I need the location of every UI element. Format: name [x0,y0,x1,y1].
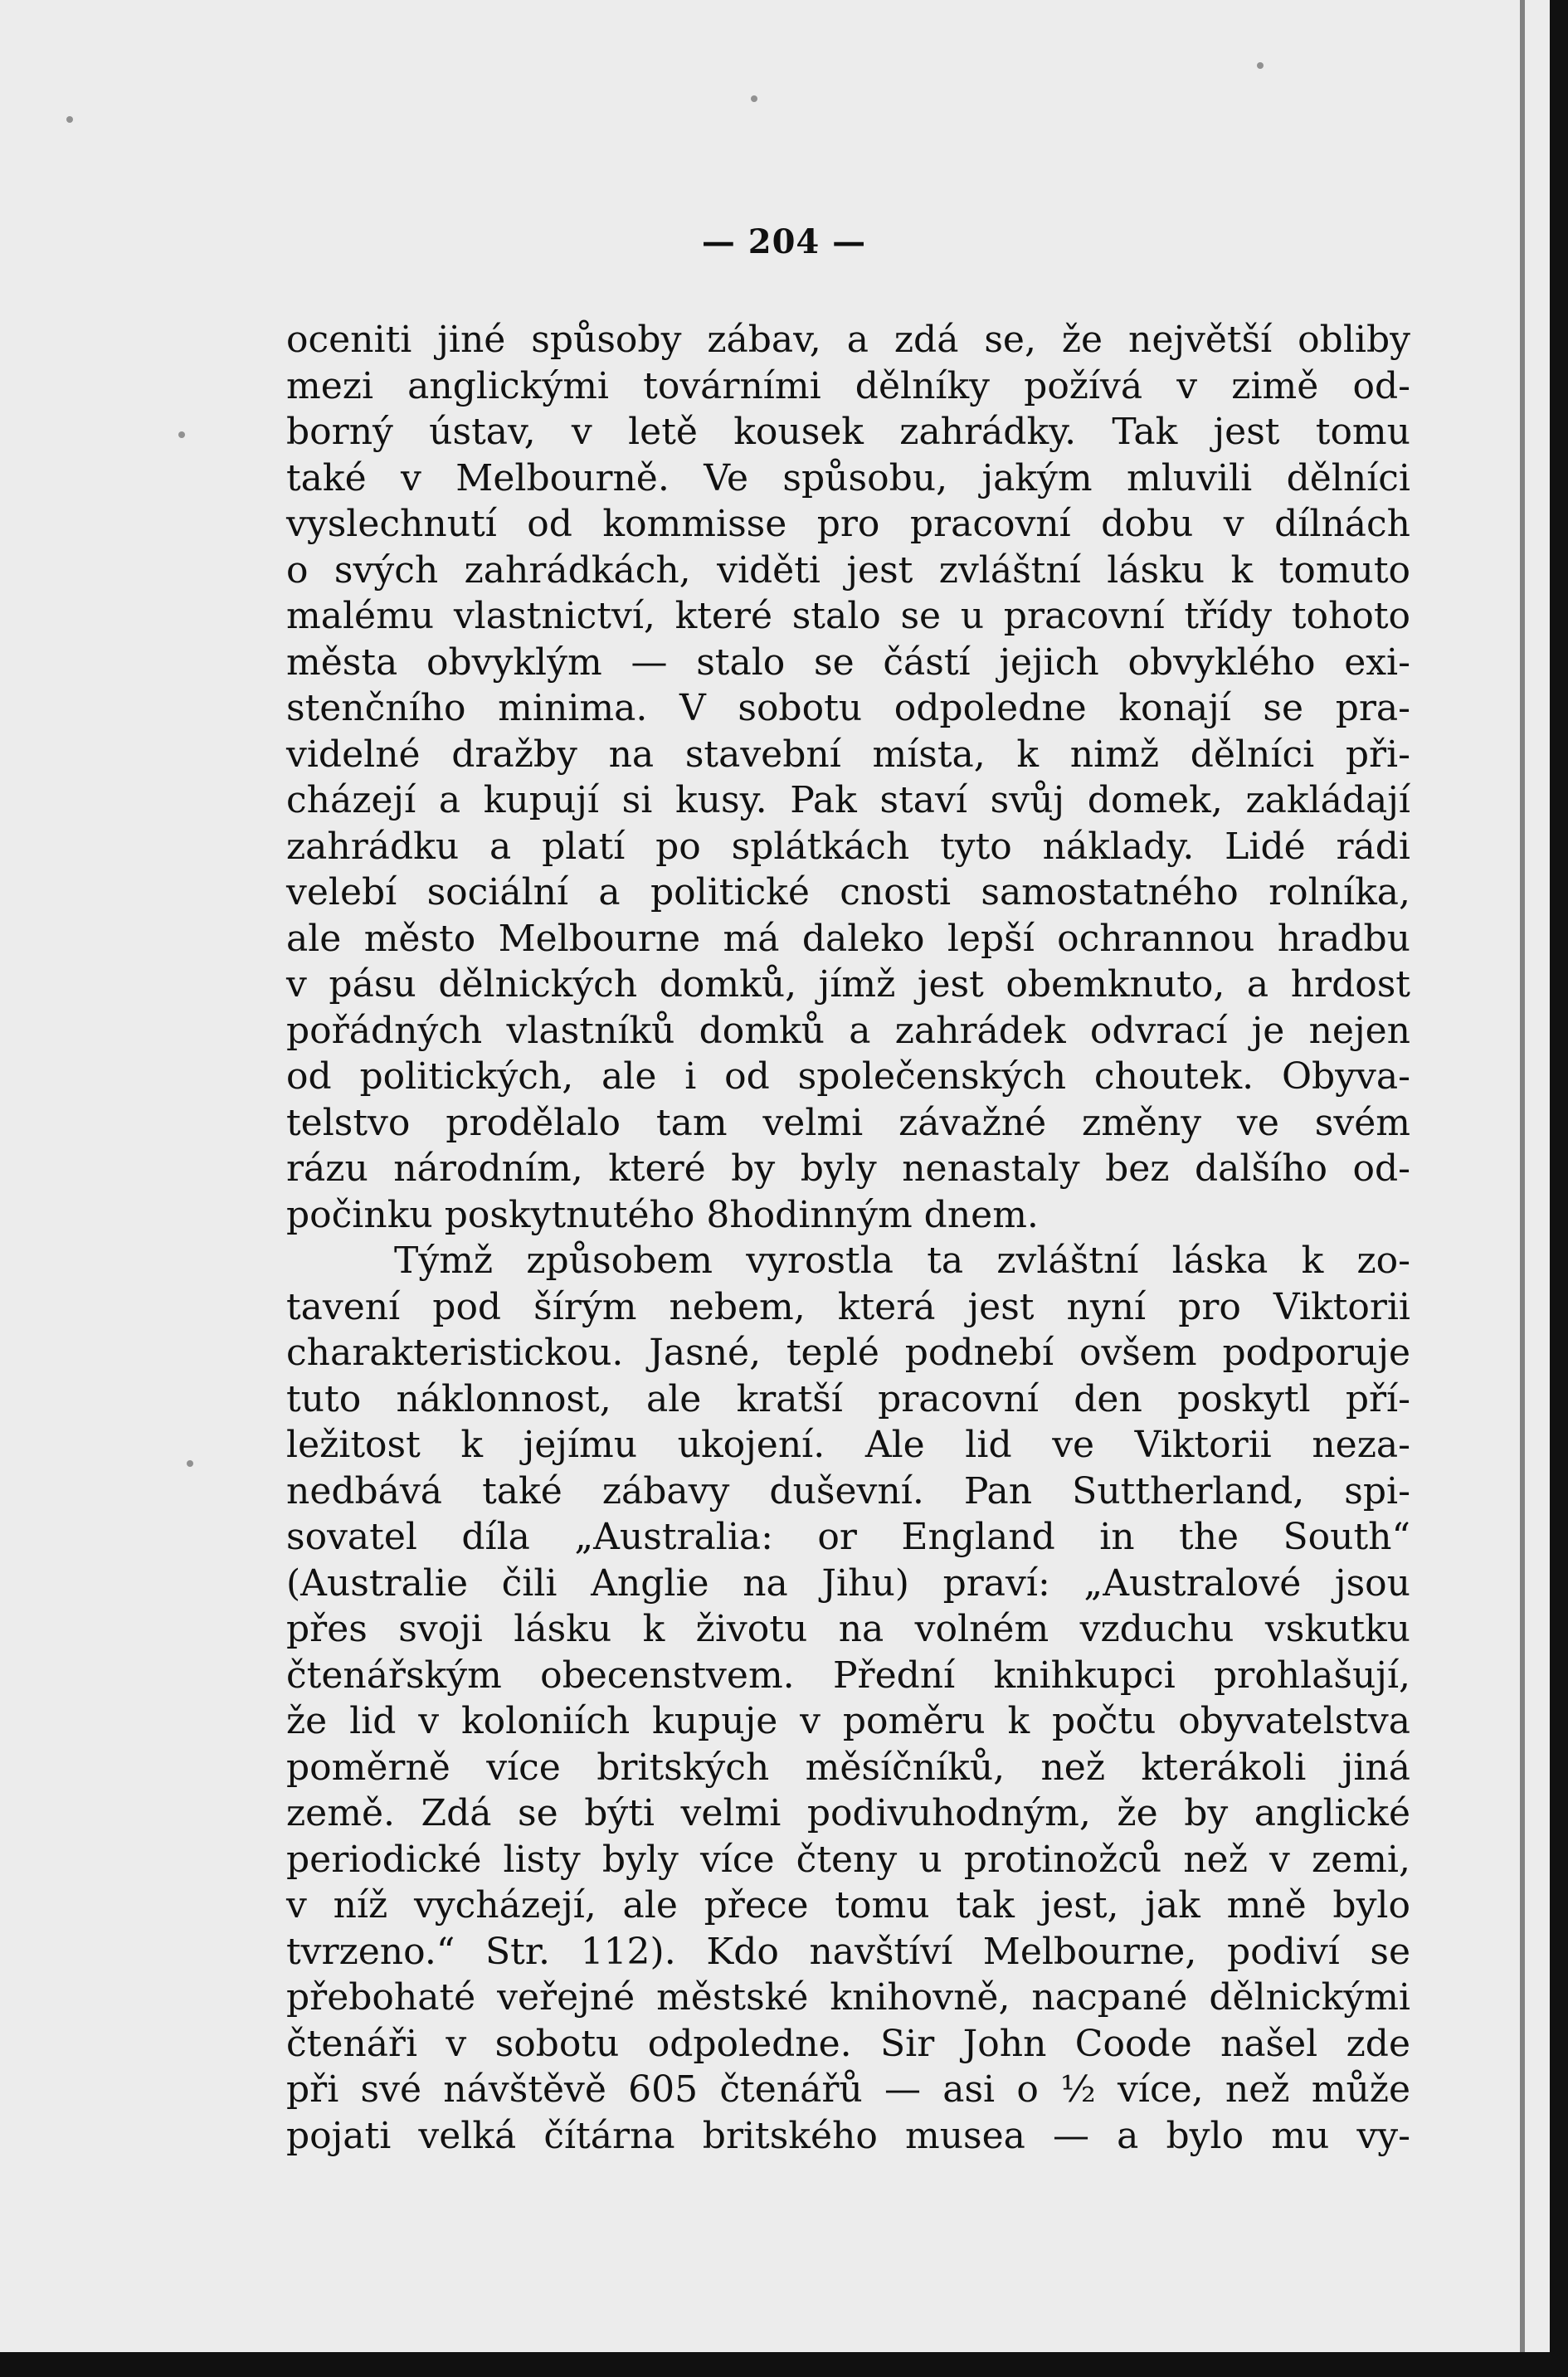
text-line: sovatel díla „Australia: or England in the South“ [286,1516,1410,1558]
text-line: čtenáři v sobotu odpoledne. Sir John Coode našel zde [286,2022,1410,2065]
text-line: tvrzeno.“ Str. 112). Kdo navštíví Melbourne, podiví se [286,1930,1410,1973]
text-line: cházejí a kupují si kusy. Pak staví svůj domek, zakládají [286,779,1410,821]
text-line: v níž vycházejí, ale přece tomu tak jest, jak mně bylo [286,1884,1410,1926]
text-line: při své návštěvě 605 čtenářů — asi o ½ více, než může [286,2068,1410,2111]
text-line: (Australie čili Anglie na Jihu) praví: „Australové jsou [286,1561,1410,1605]
text-line: telstvo prodělalo tam velmi závažné změny ve svém [286,1101,1410,1144]
text-line: pojati velká čítárna britského musea — a bylo mu vy- [286,2114,1410,2157]
paragraph-end-line: počinku poskytnutého 8hodinným dnem. [286,1193,1039,1236]
paragraph-start-line: Týmž způsobem vyrostla ta zvláštní láska k zo- [394,1240,1410,1282]
scan-speck [751,95,757,102]
text-line: zahrádku a platí po splátkách tyto náklady. Lidé rádi [286,825,1410,868]
body-text [286,317,1410,2159]
page-edge-shadow [1520,0,1525,2352]
text-line: borný ústav, v letě kousek zahrádky. Tak jest tomu [286,411,1410,453]
text-line: periodické listy byly více čteny u protinožců než v zemi, [286,1838,1410,1881]
text-line: země. Zdá se býti velmi podivuhodným, že by anglické [286,1792,1410,1834]
text-line: poměrně více britských měsíčníků, než kterákoli jiná [286,1746,1410,1789]
text-line: mezi anglickými továrními dělníky požívá v zimě od- [286,364,1410,407]
text-line: oceniti jiné spůsoby zábav, a zdá se, že největší obliby [286,319,1410,361]
text-line: velebí sociální a politické cnosti samostatného rolníka, [286,871,1410,913]
text-line: pořádných vlastníků domků a zahrádek odvrací je nejen [286,1009,1410,1052]
text-line: tuto náklonnost, ale kratší pracovní den poskytl pří- [286,1377,1410,1420]
text-line: nedbává také zábavy duševní. Pan Suttherland, spi- [286,1469,1410,1512]
text-line: tavení pod šírým nebem, která jest nyní pro Viktorii [286,1285,1410,1328]
page-number: — 204 — [701,222,867,261]
text-line: rázu národním, které by byly nenastaly bez dalšího od- [286,1147,1410,1190]
text-line: od politických, ale i od společenských choutek. Obyva- [286,1055,1410,1098]
scan-speck [66,116,73,123]
scan-speck [187,1460,193,1467]
text-line: charakteristickou. Jasné, teplé podnebí ovšem podporuje [286,1332,1410,1374]
text-line: videlné dražby na stavební místa, k nimž dělníci při- [286,733,1410,776]
text-line: čtenářským obecenstvem. Přední knihkupci prohlašují, [286,1654,1410,1697]
text-line: vyslechnutí od kommisse pro pracovní dobu v dílnách [286,503,1410,545]
text-line: ležitost k jejímu ukojení. Ale lid ve Viktorii neza- [286,1424,1410,1466]
text-line: malému vlastnictví, které stalo se u pracovní třídy tohoto [286,595,1410,637]
text-line: o svých zahrádkách, viděti jest zvláštní lásku k tomuto [286,548,1410,592]
text-line: v pásu dělnických domků, jímž jest obemknuto, a hrdost [286,963,1410,1006]
text-line: ale město Melbourne má daleko lepší ochrannou hradbu [286,917,1410,960]
text-line: přebohaté veřejné městské knihovně, nacpané dělnickými [286,1976,1410,2019]
scan-speck [178,431,185,438]
text-line: stenčního minima. V sobotu odpoledne konají se pra- [286,687,1410,729]
text-line: také v Melbourně. Ve spůsobu, jakým mluvili dělníci [286,456,1410,499]
text-line: města obvyklým — stalo se částí jejich obvyklého exi- [286,641,1410,684]
text-line: že lid v koloniích kupuje v poměru k počtu obyvatelstva [286,1700,1410,1742]
scan-speck [1257,62,1264,69]
text-line: přes svoji lásku k životu na volném vzduchu vskutku [286,1608,1410,1650]
